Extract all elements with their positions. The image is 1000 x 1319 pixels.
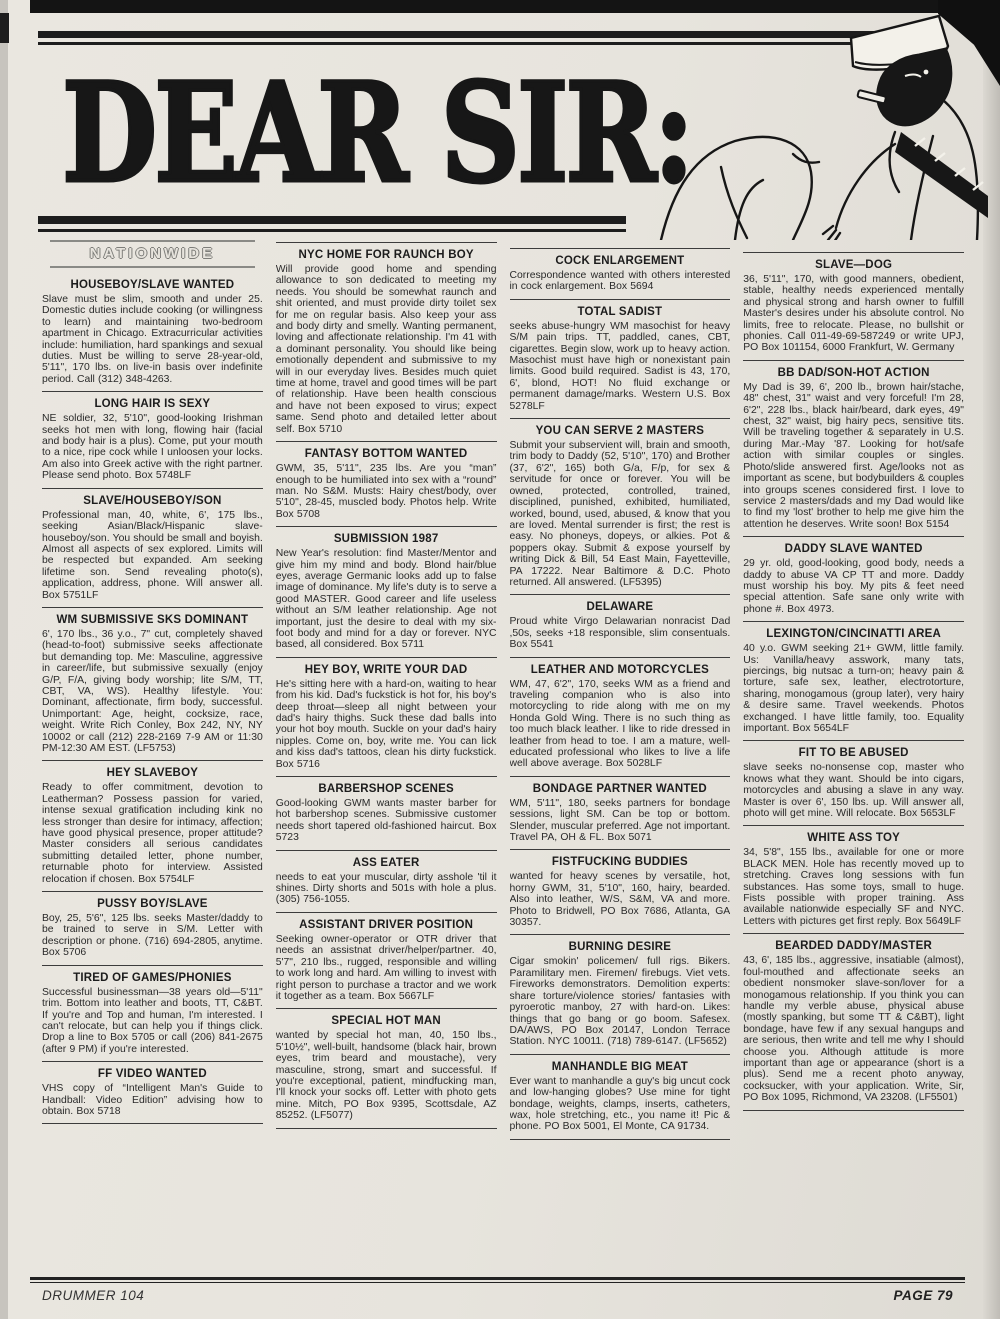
ad-body: wanted by special hot man, 40, 150 lbs., 5'10½", well-built, handsome (black hair, brown eyes, trim beard and moustache), very masculine, strong, smart and successful. If you're exceptional, patient, mindfucking man, I'll knock your socks off. Letter with photo gets mine. Mitch, PO Box 9395, Scottsdale, AZ 85252. (LF5077): [275, 1030, 497, 1122]
classified-ad: [276, 658, 497, 777]
ad-title: BEARDED DADDY/MASTER: [775, 940, 932, 953]
ad-body: Cigar smokin' policemen/ full rigs. Bikers. Paramilitary men. Firemen/ firebugs. Viet vets. Fireworks demonstrators. Demolition experts: share torture/violence stories/ fantasies with pyroerotic manboy, 27 with hard-on. Likes: things that go bang or go boom. Safesex. DA/AWS, PO Box 20147, London Terrace Station. NYC 10011. (718) 789-6147. (LF5652): [509, 956, 731, 1048]
ad-title: LEATHER AND MOTORCYCLES: [530, 663, 709, 676]
classified-ad: [42, 761, 263, 892]
classified-ad: [276, 777, 497, 851]
ad-body: 43, 6', 185 lbs., aggressive, insatiable (almost), foul-mouthed and affectionate seeks an obedient nonsmoker slave-son/lover for a monogamous relationship. If you think you can handle my verble abuse, physical abuse (mostly spanking, but some TT & C&BT), light bondage, have few if any sexual hangups and are serious, then write and tell me why I should choose you. Although attitude is more important than age or appearance (short is a plus). Send me a recent photo anyway, cocksucker, with your application. Write, Sir, PO Box 1095, Richmond, VA 23208. (LF5501): [743, 955, 964, 1104]
ad-title: DADDY SLAVE WANTED: [784, 543, 923, 556]
header-rule-thick-bottom: [38, 216, 626, 224]
classified-ad: [743, 934, 964, 1110]
classified-ad: [510, 850, 731, 935]
column-4: [743, 240, 964, 1274]
ad-title: COCK ENLARGEMENT: [555, 255, 685, 267]
ad-body: Submit your subservient will, brain and smooth, trim body to Daddy (52, 5'10", 170) and Brother (37, 6'2", 165) both G/a, F/p, for sex & servitude for once or forever. You will be owned, protected, controlled, trained, disciplined, punished, exhibited, humiliated, worked, bound, used, abused, & know that you are loved. Mental surrender is first; the rest is easy. No phoneys, dopeys, or alkies. Pot & poppers okay. Submit & expose yourself by writing Dick & Bill, 54 East Main, Fayetteville, PA 17222. Near Baltimore & D.C. Photo returned. All answered. (LF5395): [509, 440, 731, 588]
ad-title: LONG HAIR IS SEXY: [94, 398, 211, 411]
ad-title: BURNING DESIRE: [568, 941, 672, 954]
ad-body: Professional man, 40, white, 6', 175 lbs., seeking Asian/Black/Hispanic slave-houseboy/son. You should be small and boyish. Almost all aspects of sex explored. Limits will be respected but expanded. Am seeking lifetime son. Send revealing photo(s), application, address, phone. Will answer all. Box 5751LF: [42, 509, 263, 601]
ad-body: 34, 5'8", 155 lbs., available for one or more BLACK MEN. Hole has recently moved up to stretching. Craves long sessions with fun substances. Has some toys, small to huge. Fists possible with proper training. Ass available nationwide especially SF and NYC. Letters with pictures get first reply. Box 5649LF: [743, 847, 964, 927]
scan-artifact-left: [0, 13, 9, 43]
classified-ad: [743, 826, 964, 934]
classified-ad: [510, 658, 731, 777]
masthead-title: DEAR SIR:: [62, 53, 692, 214]
classified-ad: [510, 300, 731, 419]
section-header-nationwide: NATIONWIDE: [50, 240, 255, 268]
ad-body: Seeking owner-operator or OTR driver that needs an assistnat driver/helper/partner. 40, 5'7", 210 lbs., rugged, responsible and willing to work long and hard. Am willing to invest with right person to purchase a tractor and we work it together as a team. Box 5667LF: [275, 933, 497, 1002]
ad-title: SUBMISSION 1987: [333, 533, 439, 546]
ad-title: TIRED OF GAMES/PHONIES: [73, 971, 232, 984]
ad-title: PUSSY BOY/SLAVE: [97, 898, 208, 911]
classified-ad: [276, 913, 497, 1009]
ad-body: 36, 5'11", 170, with good manners, obedient, stable, healthy needs experienced mentally and physical strong and harsh owner to fulfill Master's desires under his absolute control. No limits, free to relocate. Please, no bullshit or phonies. Call 011-49-69-587249 or write UPJ, PO Box 101154, 6000 Frankfurt, W. Germany: [743, 274, 964, 354]
ad-body: Boy, 25, 5'6", 125 lbs. seeks Master/daddy to be trained to serve in S/M. Letter with description or phone. (716) 694-2805, anytime. Box 5706: [42, 913, 263, 959]
classified-ad: [42, 966, 263, 1062]
ad-body: Correspondence wanted with others interested in cock enlargement. Box 5694: [509, 270, 731, 293]
classified-ad: [42, 892, 263, 966]
ad-title: LEXINGTON/CINCINATTI AREA: [766, 628, 941, 641]
ad-body: wanted for heavy scenes by versatile, hot, horny GWM, 31, 5'10", 160, hairy, bearded. Also into leather, W/S, S&M, VA and more. Photo to Bridwell, PO Box 7686, Atlanta, GA 30357.: [509, 871, 731, 929]
classified-ad: [42, 273, 263, 392]
classified-ad: [510, 419, 731, 595]
ad-body: Ever want to manhandle a guy's big uncut cock and low-hanging globes? Use mine for tight bondage, weights, clamps, inserts, catheters, wax, hole stretching, etc., you name it! Pic & phone. PO Box 5001, El Monte, CA 91734.: [509, 1075, 731, 1133]
ad-body: VHS copy of “Intelligent Man's Guide to Handball: Video Edition” advising how to obtain. Box 5718: [42, 1083, 263, 1117]
ad-title: WM SUBMISSIVE SKS DOMINANT: [56, 613, 249, 626]
ad-body: Proud white Virgo Delawarian nonracist Dad ,50s, seeks +18 responsible, slim consentuals. Box 5541: [509, 616, 731, 651]
classified-ad: [743, 622, 964, 741]
ad-body: Slave must be slim, smooth and under 25. Domestic duties include cooking (or willingness to learn) and maintaining two-bedroom apartment in Chicago. Extracurricular activities include: humiliation, hard spankings and sexual duties. Must be willing to serve 28-year-old, 5'11", 170 lbs. on live-in basis over indefinite period. Call (312) 348-4263.: [42, 294, 263, 385]
ad-title: SPECIAL HOT MAN: [331, 1015, 441, 1028]
ad-title: MANHANDLE BIG MEAT: [551, 1060, 688, 1073]
ad-title: FF VIDEO WANTED: [97, 1068, 207, 1081]
ad-body: seeks abuse-hungry WM masochist for heavy S/M pain trips. TT, paddled, canes, CBT, cigarettes. Begin slow, work up to heavy action. Masochist must have high or nonexistant pain limits. Good build required. Sadist is 43, 170, 6', blond, HOT! No fluid exchange or permanent damage/marks. Western U.S. Box 5278LF: [509, 320, 731, 412]
column-1: [42, 240, 263, 1274]
ad-title: HEY SLAVEBOY: [106, 767, 199, 780]
ad-body: GWM, 35, 5'11", 235 lbs. Are you “man” enough to be humiliated into sex with a “round” man. No S&M. Musts: Hairy chest/body, over 5'10", 28-45, muscled body. Photos help. Write Box 5708: [275, 463, 497, 520]
ad-body: Ready to offer commitment, devotion to Leatherman? Possess passion for varied, intense sexual gratification including kink no less stronger than desire for intimacy, affection; have good physical presence, proper attitude? Master considers all serious candidates submitting detailed letter, phone number, returnable photo for interview. Assisted relocation if chosen. Box 5754LF: [42, 782, 263, 885]
ad-body: WM, 47, 6'2", 170, seeks WM as a friend and traveling companion who is also into motorcycling to ride along with me on my Honda Gold Wing. There is no such thing as too much black leather. I like to ride dressed in leather from head to toe. I am a mature, well-educated professional who likes to live a life well above average. Box 5028LF: [509, 678, 731, 770]
classified-ad: [510, 248, 731, 300]
classified-ad: [510, 935, 731, 1054]
page-footer: [30, 1277, 965, 1303]
ad-body: Will provide good home and spending allowance to son dedicated to meeting my needs. You should be somewhat raunch and shit oriented, and must provide dirty toilet sex for me on regular basis. Also keep your ass and body dirty and smelly. Wanting permanent, loving and affectionate relationship. I'm 41 with a dominant personality. You should like being emotionally dependent and submissive to my will in our everyday lives. Besides much quiet time at home, travel and good times will be part of relationship. Have been health conscious and have not been exposed to virus; expect same. Send photo and detailed letter about self. Box 5710: [275, 264, 497, 435]
classified-ad: [42, 608, 263, 761]
classified-ad: [510, 777, 731, 851]
ad-body: 6', 170 lbs., 36 y.o., 7" cut, completely shaved (head-to-foot) submissive seeks affectionate but demanding top. Me: Masculine, aggressive in career/life, but submissive sexually (enjoy G/P, F/A, giving body worship; lite S/M, TT, CBT, VA, WS). Healthy lifestyle. You: Dominant, affectionate, firm body, successful. Unimportant: Age, height, cocksize, race, weight. Write Rich Conley, Box 242, NY, NY 10002 or call (212) 228-2169 7-9 AM or 11:30 PM-12:30 AM EST. (LF5753): [42, 628, 263, 754]
ad-title: WHITE ASS TOY: [807, 832, 900, 845]
ad-title: BB DAD/SON-HOT ACTION: [777, 366, 930, 379]
classified-ad: [276, 527, 497, 658]
column-3: [510, 240, 731, 1274]
classified-ad: [42, 1062, 263, 1124]
ad-body: Successful businessman—38 years old—5'11" trim. Bottom into leather and boots, TT, C&BT. If you're and Top and human, I'm interested. I can't relocate, but can help you if things click. Drop a line to Box 5705 or call (206) 841-2675 (after 9 PM) if you're interested.: [42, 986, 263, 1055]
ad-title: BONDAGE PARTNER WANTED: [532, 782, 707, 795]
ad-body: NE soldier, 32, 5'10", good-looking Irishman seeks hot men with long, flowing hair (facial and body hair is a plus). Come, put your mouth to a nice, ripe cock while I unloosen your locks. Am also into Greek active with the right partner. Please send photo. Box 5748LF: [42, 413, 263, 482]
ad-body: slave seeks no-nonsense cop, master who knows what they want. Should be into cigars, motorcycles and abusing a slave in any way. Master is over 6', 150 lbs. up. Will answer all, photo will get mine. Will relocate. Box 5653LF: [743, 762, 964, 820]
classified-ad: [510, 595, 731, 657]
ad-title: BARBERSHOP SCENES: [318, 783, 454, 796]
leatherman-illustration: [643, 4, 988, 240]
ad-title: FANTASY BOTTOM WANTED: [304, 448, 468, 461]
ad-body: My Dad is 39, 6', 200 lb., brown hair/stache, 48" chest, 31" waist and very forceful! I'm 28, 6'2", 228 lbs., black hair/beard, dark eyes, 49" chest, 32" waist, big hairy pecs, sensitive tits. Will be traveling together & separately in U.S. during Mar.-May '87. Looking for hot/safe action with similar couples or singles. Photo/slide answered first. Age/looks not as important as scene, but bodybuilders & couples into groups scenes considered first. I love to service 2 masters/dads and my Dad would like to find my 'lost' brother to help me give him the attention he deserves. Write soon! Box 5154: [743, 381, 964, 530]
ad-title: FIT TO BE ABUSED: [798, 747, 909, 760]
ad-body: 29 yr. old, good-looking, good body, needs a daddy to abuse VA CP TT and more. Daddy must worship his boy. My pits & feet need special attention. Safe sane only write with phone #. Box 4973.: [743, 558, 964, 615]
ad-title: SLAVE/HOUSEBOY/SON: [83, 494, 222, 507]
page-number: PAGE 79: [893, 1288, 953, 1303]
publication-label: DRUMMER 104: [42, 1288, 145, 1303]
classified-ad: [276, 1009, 497, 1128]
classified-ad: [276, 242, 497, 442]
column-2: [276, 240, 497, 1274]
ad-title: DELAWARE: [586, 601, 654, 614]
classifieds-grid: [42, 240, 964, 1274]
ad-title: ASSISTANT DRIVER POSITION: [299, 918, 474, 931]
classified-ad: [42, 392, 263, 488]
classified-ad: [743, 537, 964, 622]
classified-ad: [743, 361, 964, 537]
classified-ad: [42, 489, 263, 608]
ad-title: YOU CAN SERVE 2 MASTERS: [535, 425, 705, 438]
ad-body: Good-looking GWM wants master barber for hot barbershop scenes. Submissive customer needs short tapered old-fashioned haircut. Box 5723: [275, 798, 497, 844]
ad-body: needs to eat your muscular, dirty asshole 'til it shines. Dirty shorts and 501s with hole a plus. (305) 756-1055.: [275, 871, 497, 906]
ad-title: HOUSEBOY/SLAVE WANTED: [70, 279, 235, 291]
classified-ad: [276, 851, 497, 913]
ad-title: SLAVE—DOG: [815, 259, 893, 271]
classified-ad: [743, 741, 964, 826]
ad-title: ASS EATER: [352, 856, 420, 869]
ad-title: NYC HOME FOR RAUNCH BOY: [298, 249, 474, 261]
classified-ad: [276, 442, 497, 527]
classified-ad: [743, 252, 964, 361]
header-rule-thin-bottom: [38, 229, 626, 232]
ad-body: WM, 5'11", 180, seeks partners for bondage sessions, light SM. Can be top or bottom. Slender, muscular preferred. Age not important. Travel PA, OH & FL. Box 5071: [509, 797, 731, 844]
ad-body: 40 y.o. GWM seeking 21+ GWM, little family. Us: Vanilla/heavy asswork, many tats, piercings, big nutsac a turn-on; heavy pain & torture, safe sex, leather, electrotorture, sharing, monogamous (group later), very hairy & desire same. Travel weekends. Photos exchanged. I have little family, too. Equality important. Box 5654LF: [743, 643, 964, 734]
ad-title: FISTFUCKING BUDDIES: [551, 856, 688, 869]
ad-title: TOTAL SADIST: [577, 305, 663, 318]
ad-title: HEY BOY, WRITE YOUR DAD: [304, 663, 468, 676]
ad-body: New Year's resolution: find Master/Mentor and give him my mind and body. Blond hair/blue eyes, average Germanic looks add up to false image of dominance. My life's duty is to serve a good MASTER. Good career and life useless without an S/M leather relationship. Age not important, just the desire to deal with my six-foot body and mind for a day or forever. NYC based, all considered. Box 5711: [275, 548, 497, 651]
footer-rule-thick: [30, 1277, 965, 1280]
ad-body: He's sitting here with a hard-on, waiting to hear from his kid. Dad's fuckstick is hot for, his boy's deep throat—sleep all night between your dad's hairy thighs. Suck these dad balls into your hot boy mouth. Suckle on your dad's hairy nipples. Come on, boy, write me. You can lick and kiss dad's tattoos, clean his dirty fuckstick. Box 5716: [275, 678, 497, 770]
classified-ad: [510, 1055, 731, 1140]
